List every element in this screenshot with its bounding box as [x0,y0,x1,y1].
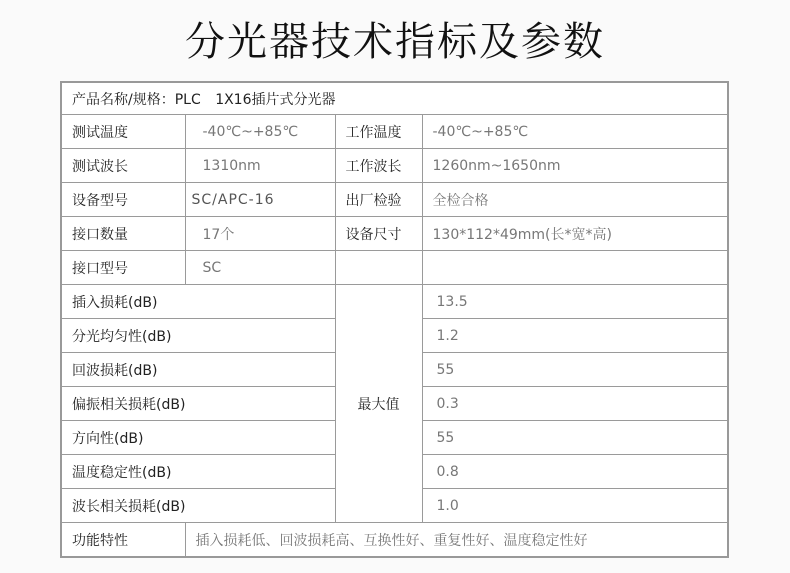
perf-value: 0.3 [422,387,728,421]
spec-label: 设备型号 [61,183,185,217]
spec-value: 1310nm [185,149,335,183]
spec-label: 测试波长 [61,149,185,183]
perf-label: 方向性(dB) [61,421,335,455]
perf-value: 0.8 [422,455,728,489]
perf-value: 55 [422,421,728,455]
table-row [61,183,728,217]
product-value: 1X16插片式分光器 [215,91,336,108]
perf-label: 分光均匀性(dB) [61,319,335,353]
spec-value: SC [185,251,335,285]
spec-label: 工作温度 [335,115,422,149]
perf-value: 13.5 [422,285,728,319]
spec-label: 接口型号 [61,251,185,285]
spec-label: 测试温度 [61,115,185,149]
product-label: 产品名称/规格：PLC [72,91,201,108]
features-label: 功能特性 [61,523,185,558]
perf-label: 温度稳定性(dB) [61,455,335,489]
spec-value: SC/APC-16 [185,183,335,217]
features-value: 插入损耗低、回波损耗高、互换性好、重复性好、温度稳定性好 [185,523,728,558]
perf-value: 55 [422,353,728,387]
empty-cell [422,251,728,285]
table-row [61,285,728,319]
spec-value: -40℃~+85℃ [185,115,335,149]
table-row [61,523,728,558]
spec-value: 17个 [185,217,335,251]
max-value-label: 最大值 [335,285,422,523]
spec-value: 1260nm~1650nm [422,149,728,183]
perf-label: 回波损耗(dB) [61,353,335,387]
table-row [61,115,728,149]
spec-label: 接口数量 [61,217,185,251]
page-title: 分光器技术指标及参数 [185,19,605,65]
perf-label: 插入损耗(dB) [61,285,335,319]
perf-value: 1.2 [422,319,728,353]
table-row [61,251,728,285]
empty-cell [335,251,422,285]
product-row [61,82,728,115]
perf-value: 1.0 [422,489,728,523]
product-name-cell [61,82,728,115]
spec-label: 出厂检验 [335,183,422,217]
table-row [61,217,728,251]
spec-value: -40℃~+85℃ [422,115,728,149]
perf-label: 偏振相关损耗(dB) [61,387,335,421]
perf-label: 波长相关损耗(dB) [61,489,335,523]
spec-label: 设备尺寸 [335,217,422,251]
spec-value: 130*112*49mm(长*宽*高) [422,217,728,251]
spec-table [60,81,729,558]
spec-value: 全检合格 [422,183,728,217]
spec-label: 工作波长 [335,149,422,183]
table-row [61,149,728,183]
